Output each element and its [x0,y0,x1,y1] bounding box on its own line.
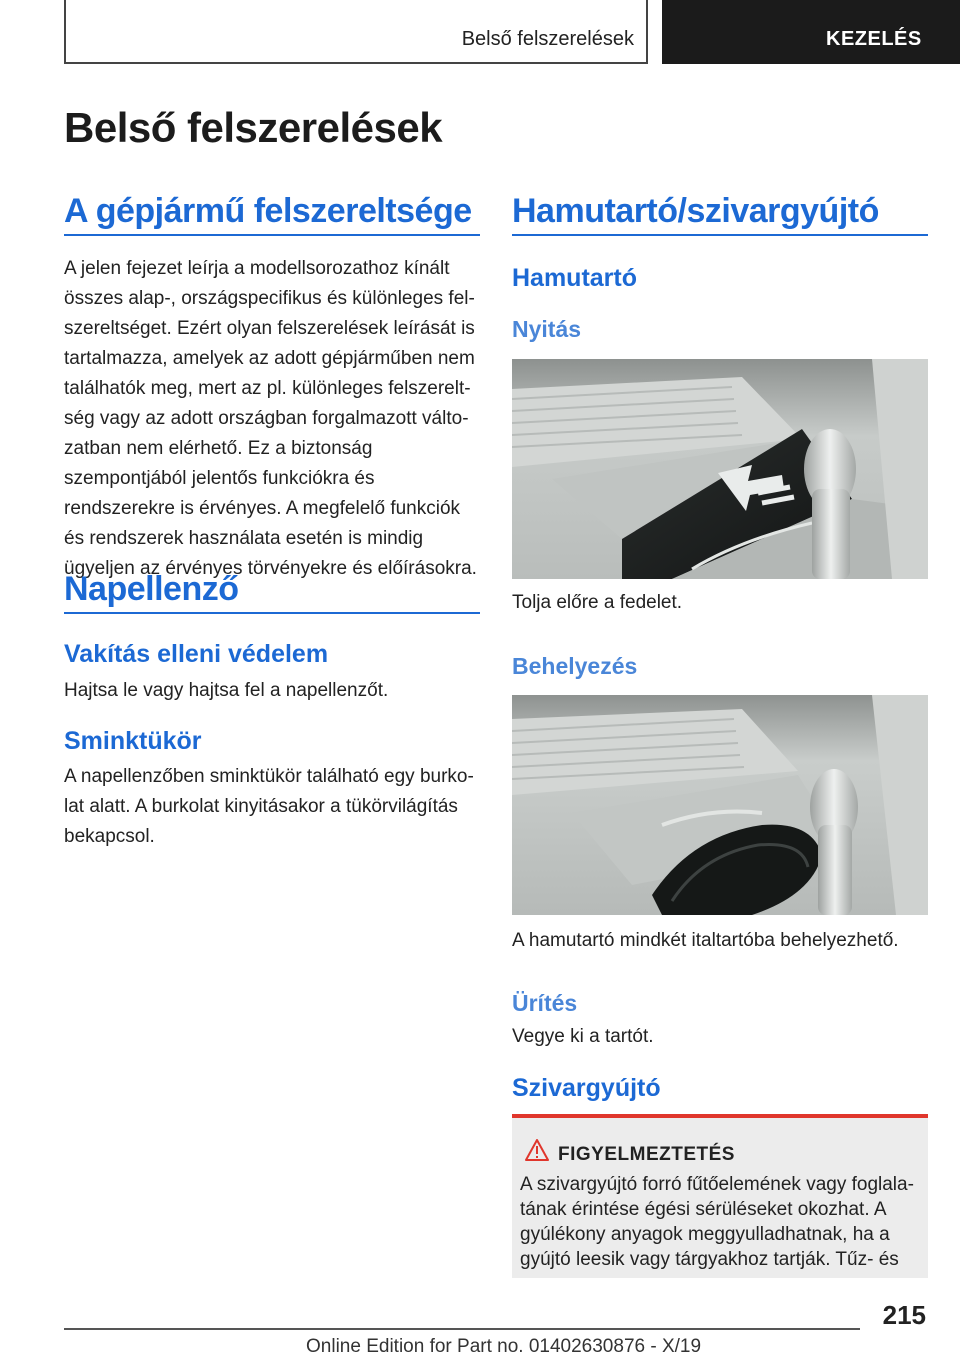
heading-glare-protection: Vakítás elleni védelem [64,640,329,668]
header-frame [64,0,648,64]
footer-rule [64,1328,860,1330]
page-number: 215 [882,1300,926,1330]
heading-inserting: Behelyezés [512,653,638,679]
paragraph-glare-protection: Hajtsa le vagy hajtsa fel a napellenzőt. [64,680,389,701]
warning-box [512,1118,928,1278]
heading-ashtray-lighter: Hamutartó/szivargyújtó [512,192,879,230]
heading-vehicle-equipment: A gépjármű felszereltsége [64,192,472,230]
heading-rule [64,234,480,236]
heading-rule [512,234,928,236]
heading-rule [64,612,480,614]
ashtray-inserting-photo [512,695,928,915]
heading-sun-visor: Napellenző [64,570,239,608]
caption-opening: Tolja előre a fedelet. [512,592,683,613]
footer-edition: Online Edition for Part no. 01402630876 - X/19 [306,1336,702,1357]
heading-opening: Nyitás [512,316,582,342]
warning-label: FIGYELMEZTETÉS [558,1144,735,1165]
paragraph-emptying: Vegye ki a tartót. [512,1026,654,1047]
heading-vanity-mirror: Sminktükör [64,727,202,755]
heading-emptying: Ürítés [512,990,578,1016]
caption-inserting: A hamutartó mindkét italtartóba behelyezhető. [512,930,899,951]
ashtray-opening-photo [512,359,928,579]
warning-triangle-icon [524,1138,550,1167]
heading-cigarette-lighter: Szivargyújtó [512,1074,661,1102]
header-chapter-label: KEZELÉS [826,28,922,50]
header-section-title: Belső felszerelések [461,28,634,50]
warning-text: A szivargyújtó forró fűtőelemének vagy foglalatának érintése égési sérüléseket okozhat. A gyúlékony anyagok meggyulladhatnak, ha a gyújtó leesik vagy tárgyakhoz tartják. Tűz- és [520,1174,914,1270]
paragraph-vehicle-equipment: A jelen fejezet leírja a modellsorozathoz kínált összes alap-, országspecifikus és különleges felszereltséget. Ezért olyan felszerelések leírását is tartalmazza, amelyek az adott gépjárműben nem találhatók meg, mert az pl. különleges felszereltség vagy az adott országban forgalmazott változatban nem elérhető. Ez a biztonság szempontjából jelentős funkciókra és rendszerekre is érvényes. A megfelelő funkciók és rendszerek használata esetén is mindig ügyeljen az érvényes törvényekre és előírásokra. [64,258,477,579]
header-chapter-tab [662,0,960,64]
paragraph-vanity-mirror: A napellenzőben sminktükör található egy burkolat alatt. A burkolat kinyitásakor a tükörvilágítás bekapcsol. [64,766,474,847]
heading-ashtray: Hamutartó [512,264,638,292]
page-title: Belső felszerelések [64,104,443,151]
